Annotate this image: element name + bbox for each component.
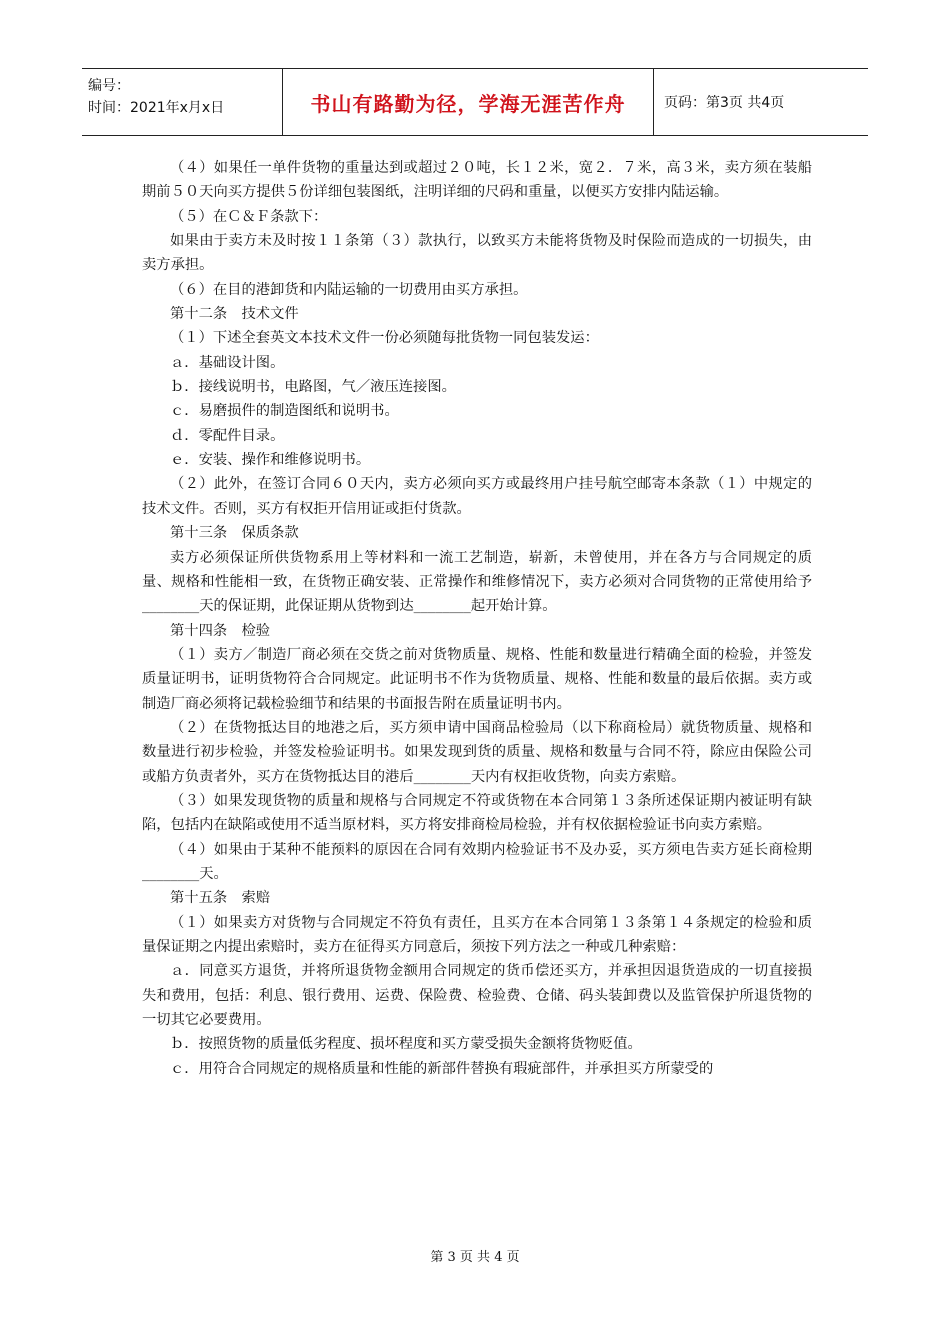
paragraph: （６）在目的港卸货和内陆运输的一切费用由买方承担。 (170, 281, 528, 298)
list-item: ｃ．易磨损件的制造图纸和说明书。 (170, 403, 399, 420)
time-label: 时间：2021年x月x日 (88, 100, 225, 116)
list-item: ｂ．接线说明书，电路图，气／液压连接图。 (170, 379, 456, 396)
paragraph: 如果由于卖方未及时按１１条第（３）款执行，以致买方未能将货物及时保险而造成的一切损失，由卖方承担。 (142, 233, 812, 274)
page-header (82, 68, 868, 136)
list-item: ｄ．零配件目录。 (170, 427, 285, 444)
paragraph: （３）如果发现货物的质量和规格与合同规定不符或货物在本合同第１３条所述保证期内被证明有缺陷，包括内在缺陷或使用不适当原材料，买方将安排商检局检验，并有权依据检验证书向卖方索赔。 (142, 792, 812, 834)
section-heading: 第十二条 技术文件 (170, 306, 299, 323)
header-motto: 书山有路勤为径，学海无涯苦作舟 (282, 69, 654, 135)
section-heading: 第十三条 保质条款 (170, 525, 299, 542)
list-item: ｃ．用符合合同规定的规格质量和性能的新部件替换有瑕疵部件，并承担买方所蒙受的 (170, 1060, 714, 1077)
paragraph: （１）卖方／制造厂商必须在交货之前对货物质量、规格、性能和数量进行精确全面的检验，并签发质量证明书，证明货物符合合同规定。此证明书不作为货物质量、规格、性能和数量的最后依据。卖方或制造厂商必须将记载检验细节和结果的书面报告附在质量证明书内。 (142, 646, 812, 712)
page-footer: 第 3 页 共 4 页 (430, 1250, 520, 1265)
section-heading: 第十四条 检验 (170, 622, 271, 639)
paragraph: （１）如果卖方对货物与合同规定不符负有责任，且买方在本合同第１３条第１４条规定的检验和质量保证期之内提出索赔时，卖方在征得买方同意后，须按下列方法之一种或几种索赔： (142, 914, 812, 955)
list-item: ａ．同意买方退货，并将所退货物金额用合同规定的货币偿还买方，并承担因退货造成的一切直接损失和费用，包括：利息、银行费用、运费、保险费、检验费、仓储、码头装卸费以及监管保护所退货物的一切其它必要费用。 (142, 963, 812, 1029)
paragraph: （２）此外，在签订合同６０天内，卖方必须向买方或最终用户挂号航空邮寄本条款（１）中规定的技术文件。否则，买方有权拒开信用证或拒付货款。 (142, 476, 812, 517)
section-heading: 第十五条 索赔 (170, 890, 271, 907)
document-body (142, 156, 812, 1081)
list-item: ｂ．按照货物的质量低劣程度、损坏程度和买方蒙受损失金额将货物贬值。 (170, 1036, 642, 1053)
paragraph: （４）如果由于某种不能预料的原因在合同有效期内检验证书不及办妥，买方须电告卖方延长商检期________天。 (142, 841, 812, 882)
list-item: ｅ．安装、操作和维修说明书。 (170, 452, 371, 469)
paragraph: 卖方必须保证所供货物系用上等材料和一流工艺制造，崭新，未曾使用，并在各方与合同规定的质量、规格和性能相一致，在货物正确安装、正常操作和维修情况下，卖方必须对合同货物的正常使用给予________天的保证期，此保证期从货物到达________起开始计算。 (142, 549, 812, 615)
paragraph: （５）在Ｃ＆Ｆ条款下： (170, 208, 328, 225)
header-page-info: 页码：第3页 共4页 (664, 95, 785, 111)
header-meta (82, 69, 282, 135)
paragraph: （４）如果任一单件货物的重量达到或超过２０吨，长１２米，宽２．７米，高３米，卖方须在装船期前５０天向买方提供５份详细包装图纸，注明详细的尺码和重量，以便买方安排内陆运输。 (142, 160, 812, 201)
number-label: 编号： (88, 78, 130, 94)
list-item: ａ．基础设计图。 (170, 354, 285, 371)
paragraph: （２）在货物抵达目的地港之后，买方须申请中国商品检验局（以下称商检局）就货物质量、规格和数量进行初步检验，并签发检验证明书。如果发现到货的质量、规格和数量与合同不符，除应由保险公司或船方负责者外，买方在货物抵达目的港后________天内有权拒收货物，向卖方索赔。 (142, 719, 812, 785)
paragraph: （１）下述全套英文本技术文件一份必须随每批货物一同包装发运： (170, 330, 599, 347)
